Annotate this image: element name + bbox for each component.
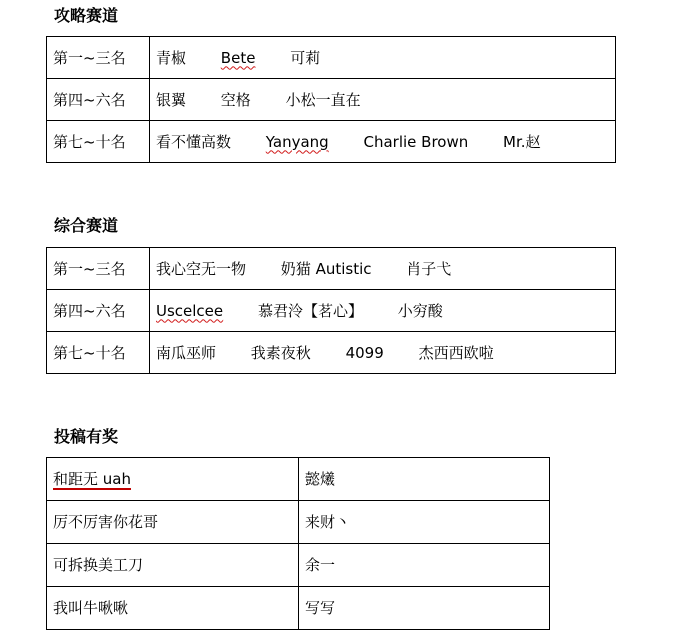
winner-name: Yanyang xyxy=(265,132,329,151)
names-cell xyxy=(150,79,616,121)
submission-award-table xyxy=(46,457,550,630)
rank-cell: 第四~六名 xyxy=(47,79,150,121)
winner-name: 南瓜巫师 xyxy=(156,343,217,362)
right-name-cell: 来财丶 xyxy=(299,501,550,544)
winner-name: 我心空无一物 xyxy=(156,259,247,278)
table-row xyxy=(47,121,616,163)
right-name-cell: 余一 xyxy=(299,544,550,587)
winner-name: 杰西西欧啦 xyxy=(418,343,494,362)
table-row xyxy=(47,501,550,544)
table-row xyxy=(47,458,550,501)
winner-name: Charlie Brown xyxy=(363,132,469,151)
left-name-cell: 厉不厉害你花哥 xyxy=(47,501,299,544)
strategy-track-table xyxy=(46,36,616,163)
table-row xyxy=(47,290,616,332)
names-cell xyxy=(150,37,616,79)
rank-cell: 第七~十名 xyxy=(47,121,150,163)
rank-cell: 第一~三名 xyxy=(47,248,150,290)
winner-name: 4099 xyxy=(345,343,384,362)
names-cell xyxy=(150,332,616,374)
winner-name: 青椒 xyxy=(156,48,187,67)
right-name-cell: 写写 xyxy=(299,587,550,630)
table-row xyxy=(47,79,616,121)
section-title-comprehensive: 综合赛道 xyxy=(54,216,119,235)
left-name-cell: 我叫牛啾啾 xyxy=(47,587,299,630)
left-name-cell: 可拆换美工刀 xyxy=(47,544,299,587)
winner-name: 慕君泠【茗心】 xyxy=(257,301,363,320)
rank-cell: 第一~三名 xyxy=(47,37,150,79)
comprehensive-track-table xyxy=(46,247,616,374)
winner-name: 奶猫 Autistic xyxy=(280,259,372,278)
winner-name: 我素夜秋 xyxy=(250,343,311,362)
winner-name: 空格 xyxy=(220,90,251,109)
rank-cell: 第四~六名 xyxy=(47,290,150,332)
names-cell xyxy=(150,121,616,163)
winner-name: 小松一直在 xyxy=(285,90,361,109)
table-row xyxy=(47,248,616,290)
left-name-cell xyxy=(47,458,299,501)
winner-name: 肖子弋 xyxy=(406,259,452,278)
winner-name: 和距无 uah xyxy=(53,470,131,488)
section-title-strategy: 攻略赛道 xyxy=(54,6,119,25)
table-row xyxy=(47,332,616,374)
table-row xyxy=(47,544,550,587)
table-row xyxy=(47,37,616,79)
section-title-submission: 投稿有奖 xyxy=(54,427,119,446)
rank-cell: 第七~十名 xyxy=(47,332,150,374)
winner-name: 看不懂高数 xyxy=(156,132,232,151)
winner-name: Bete xyxy=(220,48,256,67)
winner-name: 银翼 xyxy=(156,90,187,109)
names-cell xyxy=(150,248,616,290)
winner-name: 小穷酸 xyxy=(397,301,443,320)
winner-name: Uscelcee xyxy=(156,301,224,320)
right-name-cell: 懿爔 xyxy=(299,458,550,501)
winner-name: Mr.赵 xyxy=(503,132,541,151)
table-row xyxy=(47,587,550,630)
names-cell xyxy=(150,290,616,332)
winner-name: 可莉 xyxy=(290,48,321,67)
